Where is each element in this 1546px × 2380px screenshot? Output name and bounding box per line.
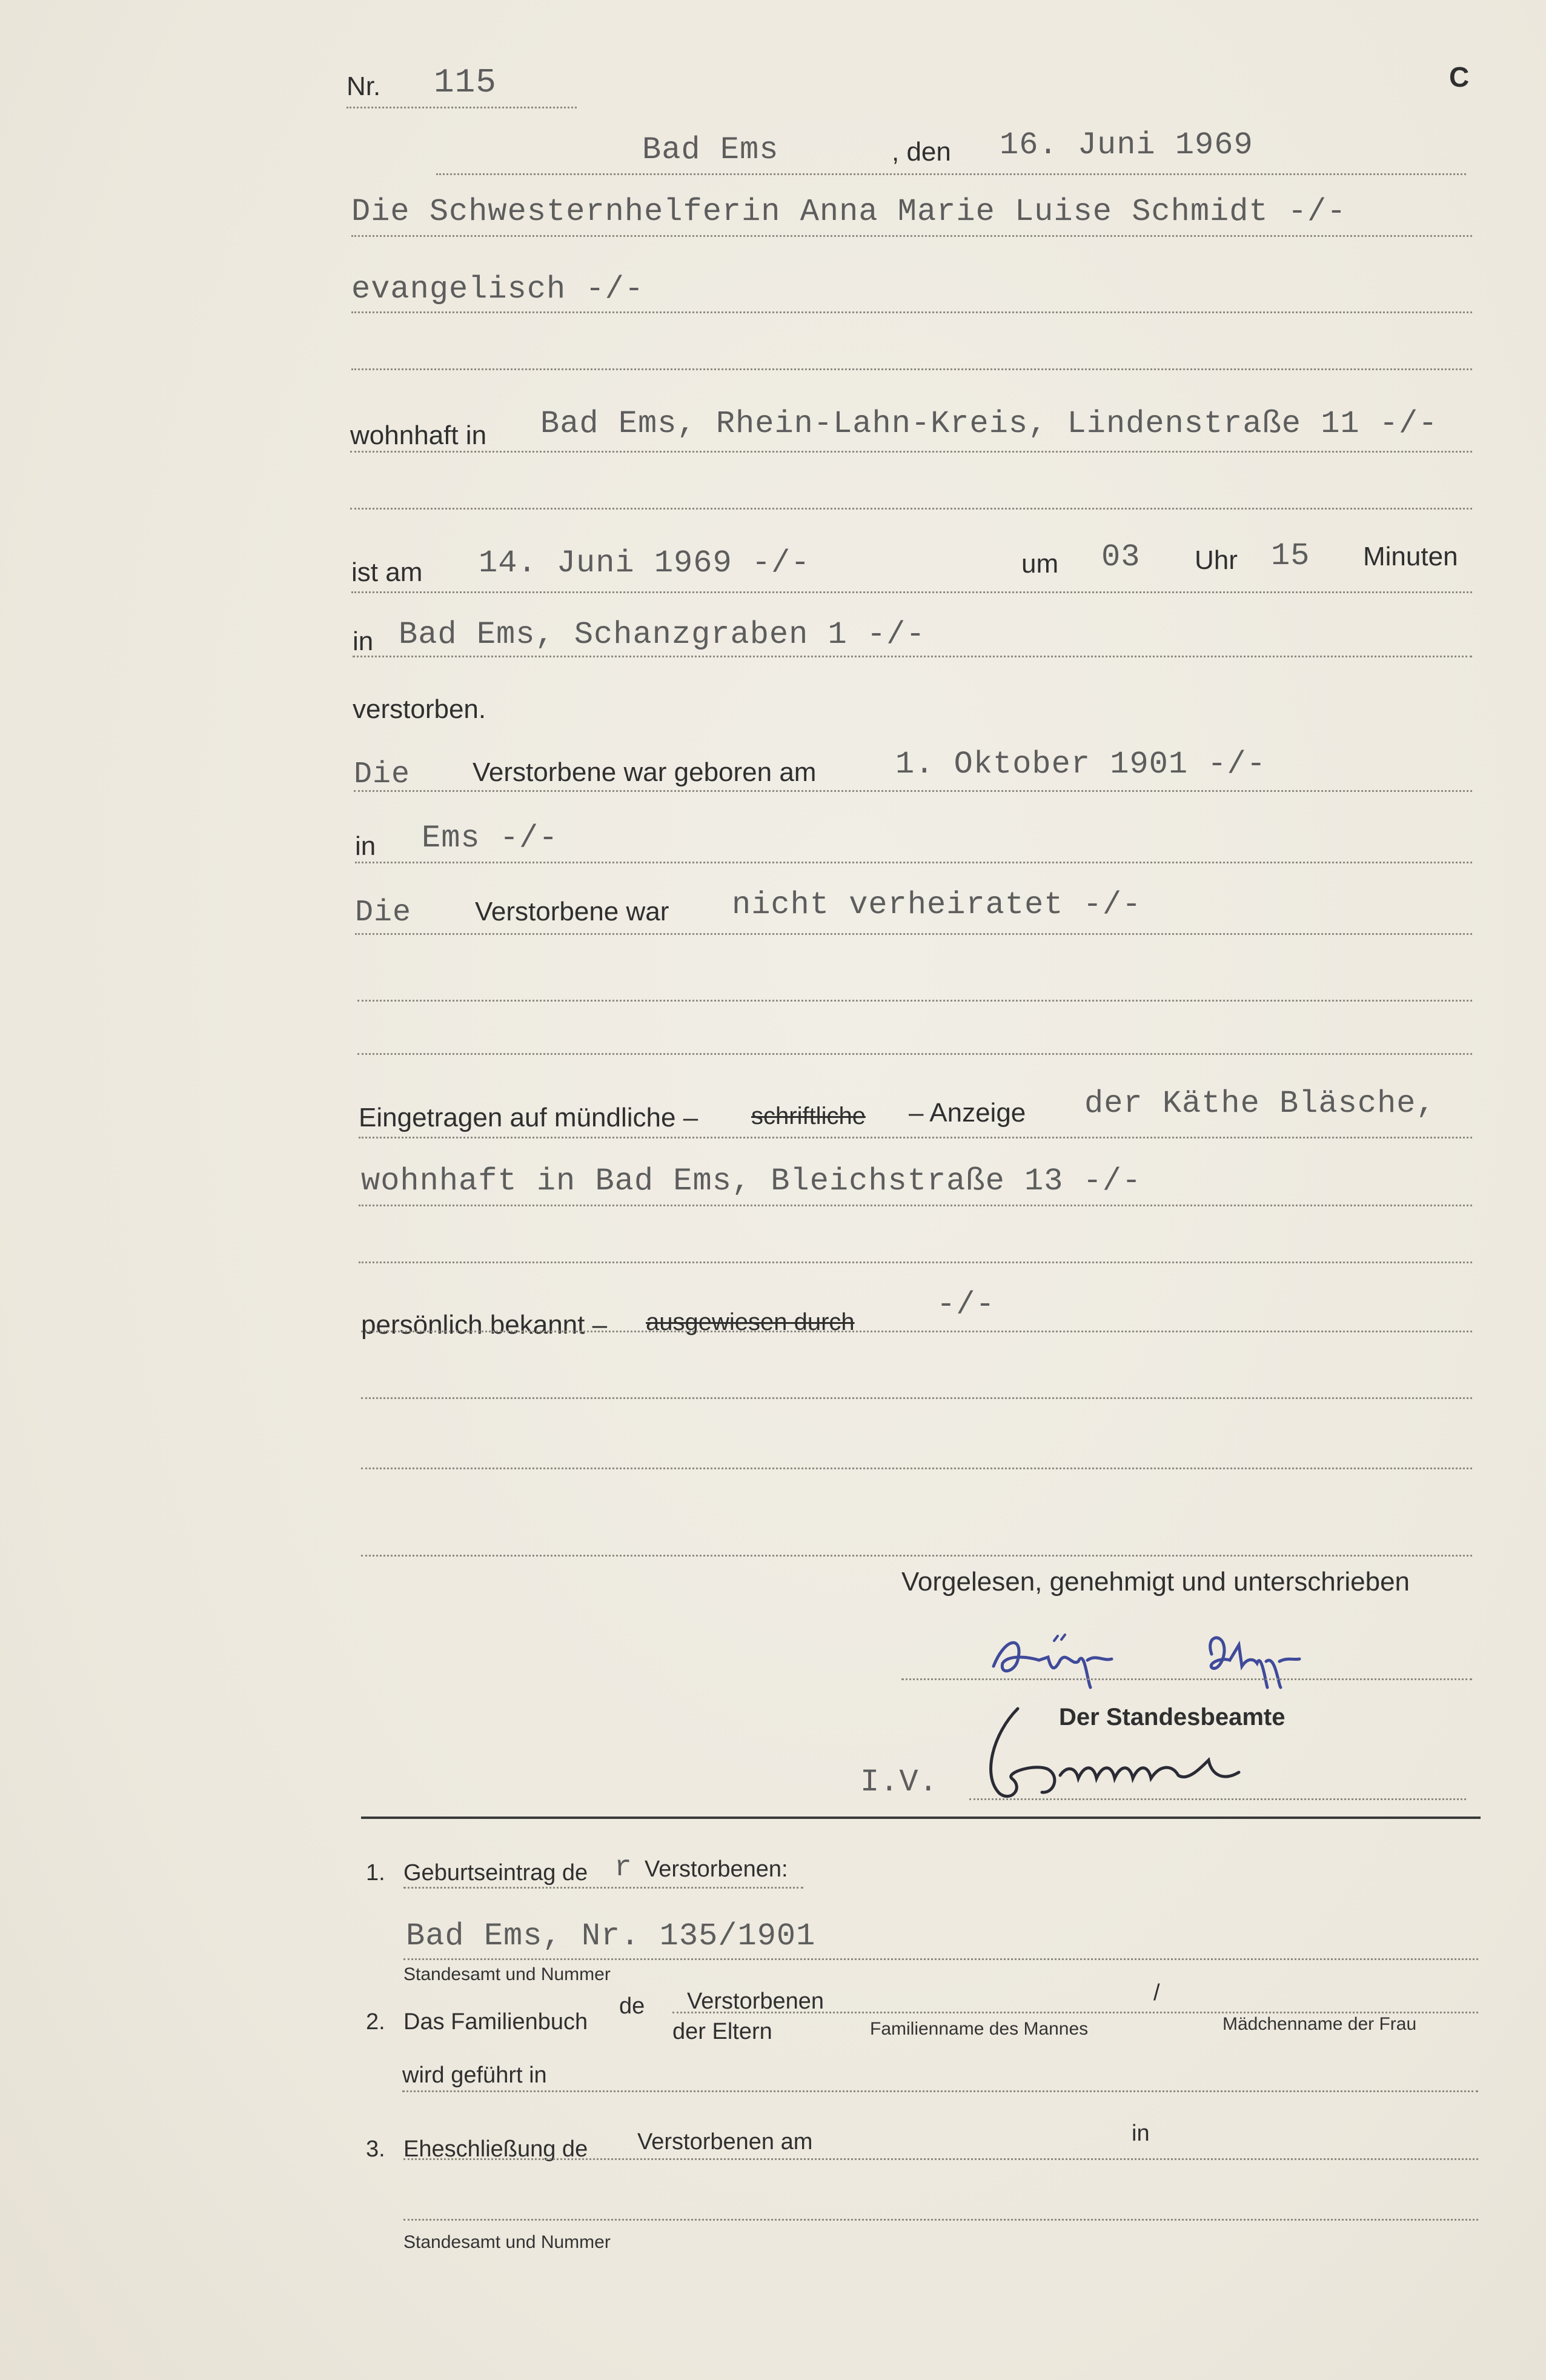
marital-value: nicht verheiratet -/- xyxy=(732,887,1142,923)
birth-in-label: in xyxy=(355,831,376,861)
dotted-line-9 xyxy=(355,862,1472,863)
ist-am-label: ist am xyxy=(351,557,423,587)
registrar-signature xyxy=(969,1697,1357,1806)
dotted-line-12 xyxy=(357,1053,1472,1055)
eheschliessung-verstorbenen: Verstorbenen am xyxy=(637,2129,813,2155)
geburtseintrag-label: Geburtseintrag de xyxy=(403,1860,588,1886)
eingetragen-label: Eingetragen auf mündliche – xyxy=(359,1103,698,1132)
verstorben-label: verstorben. xyxy=(353,694,486,724)
dotted-line-25 xyxy=(402,2090,1478,2092)
den-label: , den xyxy=(892,137,951,167)
anzeige-label: – Anzeige xyxy=(909,1098,1026,1128)
wohnhaft-label: wohnhaft in xyxy=(350,420,487,450)
dotted-line-8 xyxy=(354,790,1472,792)
standesbeamte-label: Der Standesbeamte xyxy=(1059,1704,1286,1730)
maedchenname-label: Mädchenname der Frau xyxy=(1223,2014,1417,2034)
dotted-line-5 xyxy=(350,508,1472,510)
dotted-line-20 xyxy=(901,1678,1472,1680)
dotted-line-3 xyxy=(351,368,1472,370)
dotted-line-24 xyxy=(672,2012,1478,2013)
header-place: Bad Ems xyxy=(642,132,779,168)
ausgewiesen-struck: ausgewiesen durch xyxy=(646,1309,855,1335)
footer-n2: 2. xyxy=(366,2009,385,2035)
um-label: um xyxy=(1021,549,1059,579)
header-date: 16. Juni 1969 xyxy=(1000,127,1253,163)
familienbuch-eltern: der Eltern xyxy=(672,2019,772,2044)
death-minutes: 15 xyxy=(1271,538,1310,574)
corner-letter: C xyxy=(1449,61,1470,93)
informant-name: der Käthe Bläsche, xyxy=(1084,1086,1436,1122)
standesamt-nummer-1: Standesamt und Nummer xyxy=(403,1964,611,1984)
dotted-line-7 xyxy=(353,656,1472,657)
dotted-line-6 xyxy=(351,591,1472,593)
footer-n3: 3. xyxy=(366,2136,385,2162)
iv-typed: I.V. xyxy=(860,1764,938,1800)
dotted-line-1 xyxy=(351,235,1472,237)
nr-dotted-line xyxy=(347,107,577,108)
dotted-line-22 xyxy=(403,1887,803,1889)
nr-label: Nr. xyxy=(347,71,381,101)
informant-signature xyxy=(981,1624,1393,1690)
eheschliessung-label: Eheschließung de xyxy=(403,2136,588,2162)
minuten-label: Minuten xyxy=(1363,542,1458,571)
marital-war-label: Verstorbene war xyxy=(475,897,669,926)
death-hour: 03 xyxy=(1101,539,1141,575)
birth-date: 1. Oktober 1901 -/- xyxy=(895,746,1266,782)
standesamt-nummer-3: Standesamt und Nummer xyxy=(403,2232,611,2252)
death-in-label: in xyxy=(353,627,374,656)
nr-value: 115 xyxy=(434,63,497,102)
dotted-line-16 xyxy=(361,1331,1472,1332)
header-dotted-line xyxy=(436,173,1466,175)
dotted-line-13 xyxy=(359,1137,1472,1138)
birth-die: Die xyxy=(354,757,411,792)
person-line-2: evangelisch -/- xyxy=(351,271,645,307)
bekannt-value: -/- xyxy=(937,1287,995,1323)
dotted-line-19 xyxy=(361,1555,1472,1557)
footer-rule xyxy=(361,1817,1481,1819)
familienname-label: Familienname des Mannes xyxy=(870,2019,1089,2039)
gefuehrt-label: wird geführt in xyxy=(402,2063,547,2088)
informant-address: wohnhaft in Bad Ems, Bleichstraße 13 -/- xyxy=(361,1163,1142,1199)
vorgelesen-label: Vorgelesen, genehmigt und unterschrieben xyxy=(901,1567,1410,1597)
geboren-label: Verstorbene war geboren am xyxy=(473,757,817,787)
wohnhaft-value: Bad Ems, Rhein-Lahn-Kreis, Lindenstraße 11 -/- xyxy=(540,406,1438,442)
dotted-line-2 xyxy=(351,311,1472,313)
dotted-line-21 xyxy=(969,1798,1466,1800)
dotted-line-23 xyxy=(403,1958,1478,1960)
familienbuch-label: Das Familienbuch xyxy=(403,2009,588,2035)
death-date: 14. Juni 1969 -/- xyxy=(479,545,811,581)
bekannt-label: persönlich bekannt – xyxy=(361,1310,608,1340)
dotted-line-4 xyxy=(350,451,1472,453)
birth-place: Ems -/- xyxy=(422,820,559,856)
dotted-line-27 xyxy=(403,2219,1478,2221)
dotted-line-18 xyxy=(361,1468,1472,1469)
eheschliessung-in: in xyxy=(1132,2121,1150,2146)
dotted-line-26 xyxy=(403,2158,1478,2160)
dotted-line-10 xyxy=(355,933,1472,935)
dotted-line-15 xyxy=(359,1261,1472,1263)
footer-n1: 1. xyxy=(366,1860,385,1886)
familienbuch-slash: / xyxy=(1153,1980,1160,2006)
dotted-line-14 xyxy=(359,1205,1472,1206)
familienbuch-de: de xyxy=(619,1993,645,2019)
marital-die: Die xyxy=(355,896,412,930)
dotted-line-11 xyxy=(357,1000,1472,1002)
person-line-1: Die Schwesternhelferin Anna Marie Luise Schmidt -/- xyxy=(351,194,1347,230)
dotted-line-17 xyxy=(361,1397,1472,1399)
familienbuch-verstorbenen: Verstorbenen xyxy=(687,1989,824,2014)
geburtseintrag-verstorbenen: Verstorbenen: xyxy=(645,1856,788,1882)
schriftliche-struck: schriftliche xyxy=(751,1103,866,1129)
death-place: Bad Ems, Schanzgraben 1 -/- xyxy=(399,617,926,653)
uhr-label: Uhr xyxy=(1195,545,1238,575)
geburt-value: Bad Ems, Nr. 135/1901 xyxy=(406,1918,816,1954)
geburtseintrag-typed-r: r xyxy=(614,1852,632,1884)
